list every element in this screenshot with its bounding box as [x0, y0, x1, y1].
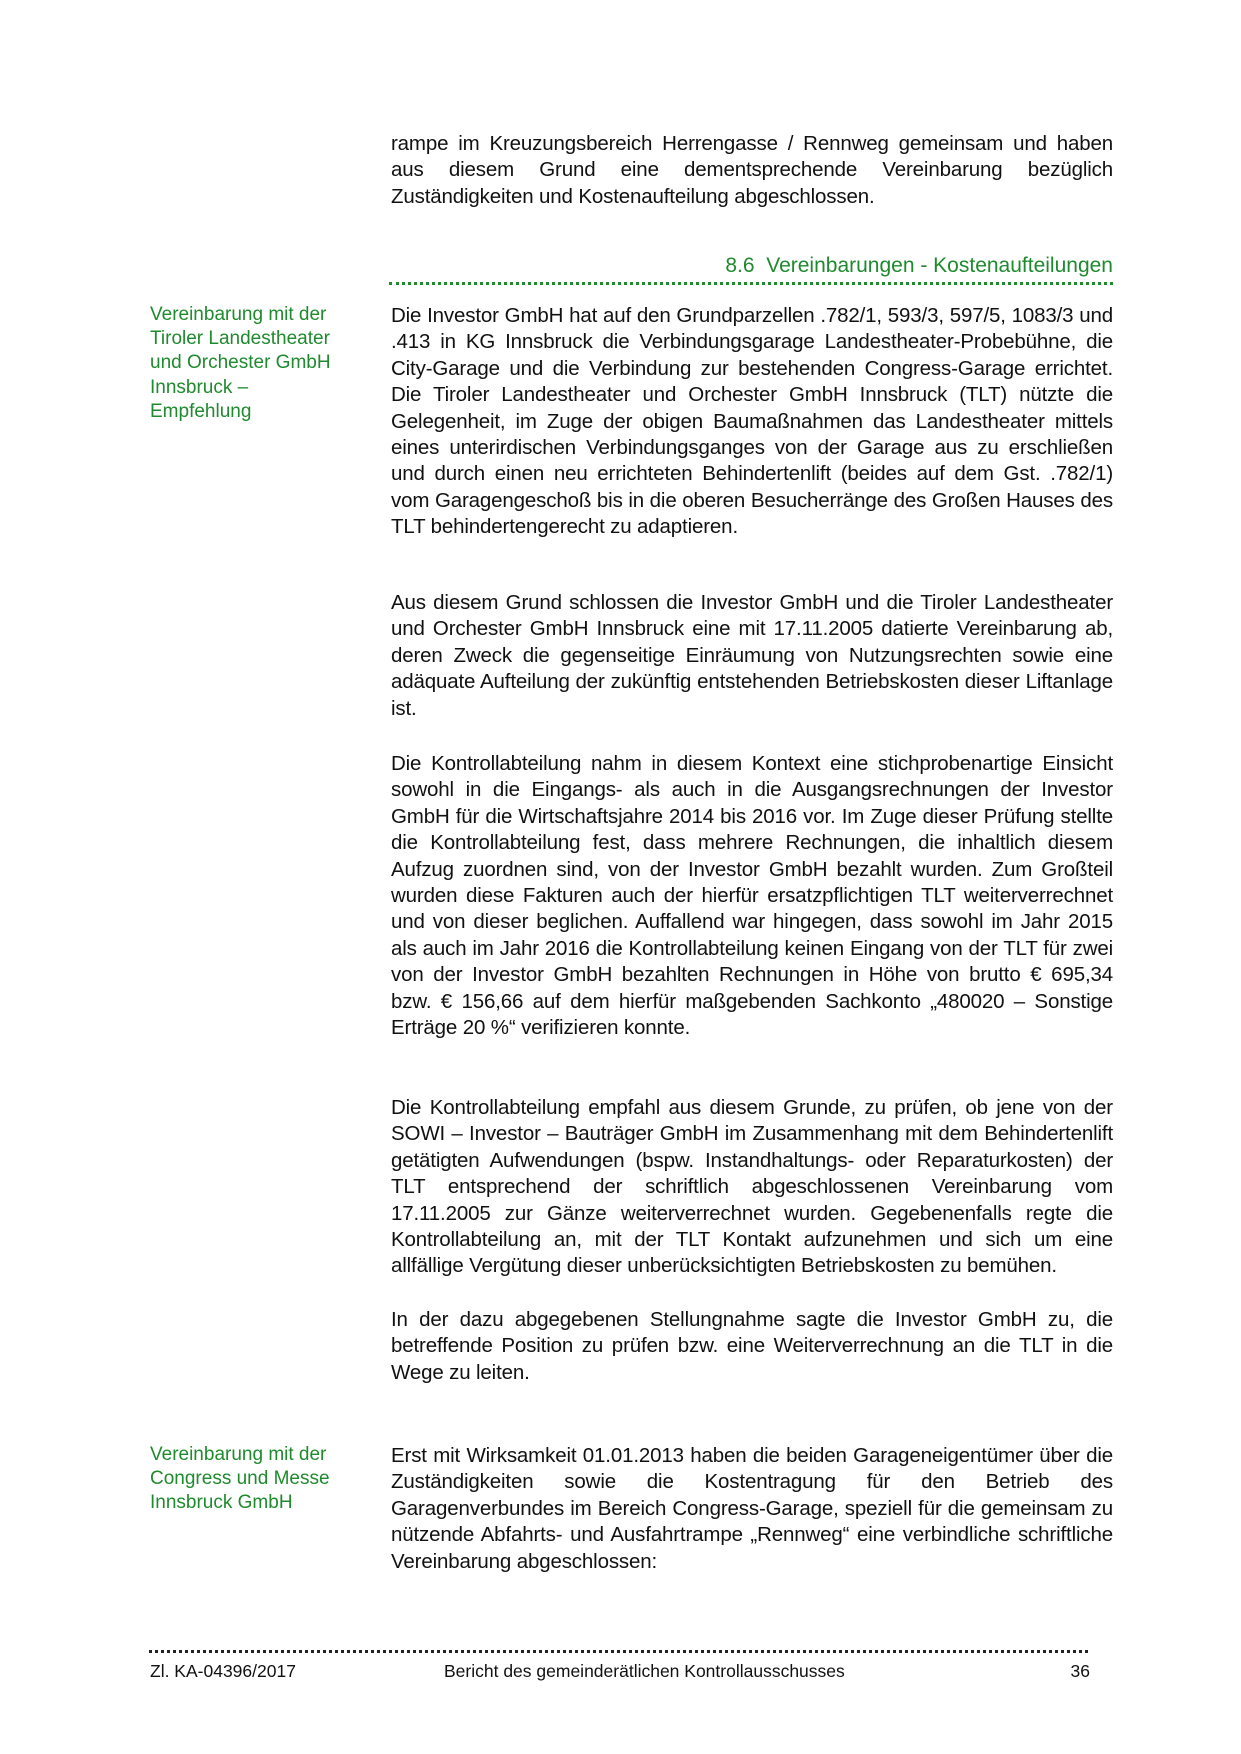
footer-dotted-rule	[149, 1650, 1088, 1653]
paragraph-congress-garage: Erst mit Wirksamkeit 01.01.2013 haben die beiden Garageneigentümer über die Zuständigkeiten sowie die Kostentragung für den Betrieb des Garagenverbundes im Bereich Congress-Garage, speziell für die gemeinsam zu nützende Abfahrts- und Ausfahrtrampe „Rennweg“ eine verbindliche schriftliche Vereinbarung abgeschlossen:	[391, 1444, 1113, 1573]
margin-note-line: Vereinbarung mit der	[150, 1444, 327, 1465]
paragraph-empfehlung: Die Kontrollabteilung empfahl aus diesem Grunde, zu prüfen, ob jene von der SOWI – Investor – Bauträger GmbH im Zusammenhang mit dem Behindertenlift getätigten Aufwendungen (bspw. Instandhaltungs- oder Reparaturkosten) der TLT entsprechend der schriftlich abgeschlossenen Vereinbarung vom 17.11.2005 zur Gänze weiterverrechnet wurden. Gegebenenfalls regte die Kontrollabteilung an, mit der TLT Kontakt aufzunehmen und sich um eine allfällige Vergütung dieser unberücksichtigten Betriebskosten zu bemühen.	[391, 1096, 1113, 1278]
margin-note-line: Innsbruck GmbH	[150, 1492, 293, 1514]
paragraph-stellungnahme: In der dazu abgegebenen Stellungnahme sagte die Investor GmbH zu, die betreffende Position zu prüfen bzw. eine Weiterverrechnung an die TLT in die Wege zu leiten.	[391, 1308, 1113, 1384]
section-heading: 8.6 Vereinbarungen - Kostenaufteilungen	[725, 254, 1113, 277]
page-number: 36	[1070, 1661, 1090, 1681]
paragraph-kontrollabteilung-pruefung: Die Kontrollabteilung nahm in diesem Kontext eine stichprobenartige Einsicht sowohl in die Eingangs- als auch in die Ausgangsrechnungen der Investor GmbH für die Wirtschaftsjahre 2014 bis 2016 vor. Im Zuge dieser Prüfung stellte die Kontrollabteilung fest, dass mehrere Rechnungen, die inhaltlich diesem Aufzug zuordnen sind, von der Investor GmbH bezahlt wurden. Zum Großteil wurden diese Fakturen auch der hierfür ersatzpflichtigen TLT weiterverrechnet und von dieser beglichen. Auffallend war hingegen, dass sowohl im Jahr 2015 als auch im Jahr 2016 die Kontrollabteilung keinen Eingang von der TLT für zwei von der Investor GmbH bezahlten Rechnungen in Höhe von brutto € 695,34 bzw. € 156,66 auf dem hierfür maßgebenden Sachkonto „480020 – Sonstige Erträge 20 %“ verifizieren konnte.	[391, 752, 1113, 1040]
margin-note-congress-messe	[150, 1443, 365, 1516]
footer-report-title: Bericht des gemeinderätlichen Kontrollausschusses	[444, 1661, 845, 1681]
intro-paragraph: rampe im Kreuzungsbereich Herrengasse / Rennweg gemeinsam und haben aus diesem Grund eine dementsprechende Vereinbarung bezüglich Zuständigkeiten und Kostenaufteilung abgeschlossen.	[391, 132, 1113, 208]
footer-reference: Zl. KA-04396/2017	[150, 1661, 296, 1681]
margin-note-line: Tiroler Landestheater	[150, 328, 330, 350]
paragraph-vereinbarung-2005: Aus diesem Grund schlossen die Investor GmbH und die Tiroler Landestheater und Orchester GmbH Innsbruck eine mit 17.11.2005 datierte Vereinbarung ab, deren Zweck die gegenseitige Einräumung von Nutzungsrechten sowie eine adäquate Aufteilung der zukünftig entstehenden Betriebskosten dieser Liftanlage ist.	[391, 591, 1113, 720]
margin-note-tlt	[150, 303, 365, 424]
margin-note-line: Innsbruck –	[150, 376, 249, 398]
margin-note-line: Vereinbarung mit der	[150, 304, 327, 325]
margin-note-line: Empfehlung	[150, 400, 252, 422]
margin-note-line: und Orchester GmbH	[150, 352, 331, 374]
section-heading-dotted-rule	[389, 282, 1113, 285]
margin-note-line: Congress und Messe	[150, 1468, 330, 1490]
paragraph-investor-grundparzellen: Die Investor GmbH hat auf den Grundparzellen .782/1, 593/3, 597/5, 1083/3 und .413 in KG Innsbruck die Verbindungsgarage Landestheater-Probebühne, die City-Garage und die Verbindung zur bestehenden Congress-Garage errichtet. Die Tiroler Landestheater und Orchester GmbH Innsbruck (TLT) nützte die Gelegenheit, im Zuge der obigen Baumaßnahmen das Landestheater mittels eines unterirdischen Verbindungsganges von der Garage aus zu erschließen und durch einen neu errichteten Behindertenlift (beides auf dem Gst. .782/1) vom Garagengeschoß bis in die oberen Besucherränge des Großen Hauses des TLT behindertengerecht zu adaptieren.	[391, 304, 1113, 539]
